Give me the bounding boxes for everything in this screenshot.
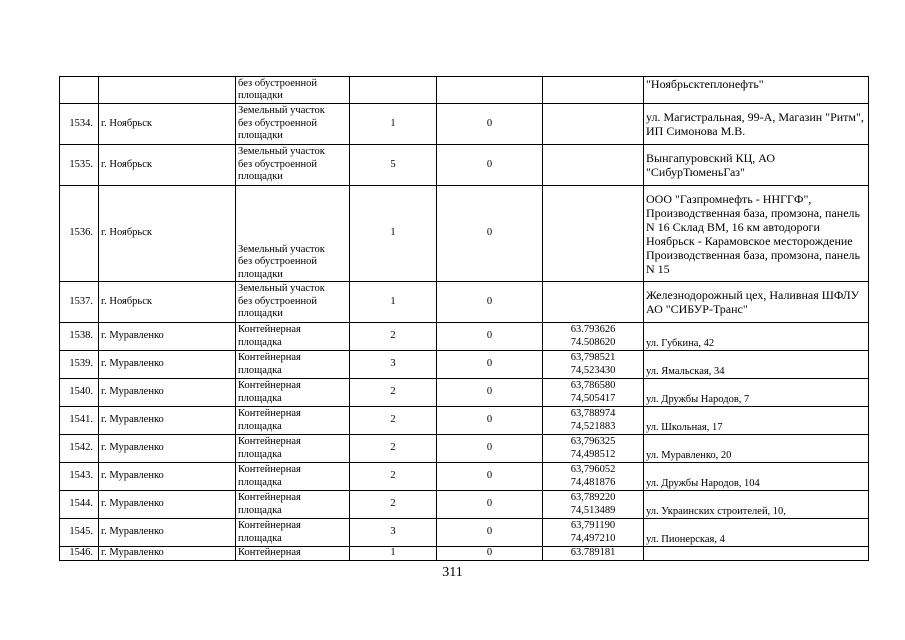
latitude: 63,796325 [570,436,616,447]
row-number: 1544. [60,491,99,519]
container-count-cell: 2 [350,491,437,519]
site-type-cell [236,519,350,547]
city-cell: г. Муравленко [99,547,236,561]
address-cell: Вынгапуровский КЦ, АО "СибурТюменьГаз" [644,145,869,186]
container-count-cell: 1 [350,186,437,282]
table-row [60,282,869,323]
latitude: 63,789220 [570,492,616,503]
site-type-line: площадка [238,392,282,404]
city-cell: г. Муравленко [99,323,236,351]
city-cell [99,77,236,104]
table-row [60,104,869,145]
address-cell [644,547,869,561]
site-type-line: площадка [238,448,282,460]
site-type-cell [236,407,350,435]
site-type-line: Контейнерная [238,520,301,531]
page-number: 311 [442,565,463,580]
container-count-cell: 2 [350,407,437,435]
container-count-cell: 1 [350,547,437,561]
site-type-line: площадка [238,504,282,516]
address-cell: ул. Дружбы Народов, 104 [644,463,869,491]
site-type-cell [236,379,350,407]
row-number: 1543. [60,463,99,491]
container-count-cell: 1 [350,282,437,323]
address-cell: ООО "Газпромнефть - ННГГФ", Производственная база, промзона, панель N 16 Склад ВМ, 16 км автодороги Ноябрьск - Карамовское месторождение Производственная база, промзона, панель N 15 [644,186,869,282]
row-number: 1538. [60,323,99,351]
site-type-cell [236,77,350,104]
city-cell: г. Муравленко [99,379,236,407]
city-cell: г. Муравленко [99,519,236,547]
row-number: 1534. [60,104,99,145]
volume-cell: 0 [437,435,543,463]
site-type-line: площадки [238,308,283,320]
site-type-line: Земельный участок [238,283,325,295]
city-cell: г. Ноябрьск [99,282,236,323]
coordinates-cell [543,282,644,323]
volume-cell: 0 [437,104,543,145]
registry-table [59,76,869,561]
latitude: 63,786580 [570,380,616,391]
coordinates-cell [543,519,644,547]
city-cell: г. Муравленко [99,491,236,519]
row-number: 1539. [60,351,99,379]
table-row [60,323,869,351]
volume-cell: 0 [437,145,543,186]
latitude: 63.789181 [570,547,616,559]
site-type-line: Контейнерная [238,352,301,363]
row-number: 1542. [60,435,99,463]
table-row [60,435,869,463]
site-type-line: Земельный участок [238,146,325,158]
table-row [60,145,869,186]
volume-cell: 0 [437,547,543,561]
city-cell: г. Ноябрьск [99,186,236,282]
container-count-cell: 2 [350,463,437,491]
longitude: 74,513489 [570,504,616,516]
volume-cell: 0 [437,519,543,547]
registry-body [60,77,869,561]
volume-cell [437,77,543,104]
volume-cell: 0 [437,407,543,435]
table-row [60,186,869,282]
table-row [60,519,869,547]
site-type-cell [236,547,350,561]
coordinates-cell [543,351,644,379]
row-number: 1545. [60,519,99,547]
site-type-line: площадка [238,476,282,488]
site-type-cell [236,282,350,323]
coordinates-cell [543,379,644,407]
site-type-line: площадки [238,130,283,142]
address-cell: Железнодорожный цех, Наливная ШФЛУ АО "СИБУР-Транс" [644,282,869,323]
coordinates-cell [543,186,644,282]
container-count-cell: 3 [350,351,437,379]
site-type-line: Контейнерная [238,436,301,447]
address-cell: ул. Пионерская, 4 [644,519,869,547]
table-row [60,407,869,435]
row-number: 1541. [60,407,99,435]
site-type-line: Контейнерная [238,408,301,419]
volume-cell: 0 [437,491,543,519]
site-type-line: без обустроенной [238,256,317,267]
coordinates-cell [543,491,644,519]
volume-cell: 0 [437,351,543,379]
volume-cell: 0 [437,379,543,407]
coordinates-cell [543,407,644,435]
site-type-cell [236,104,350,145]
address-cell: ул. Дружбы Народов, 7 [644,379,869,407]
site-type-line: Контейнерная [238,380,301,391]
site-type-line: площадки [238,171,283,183]
site-type-line: без обустроенной [238,295,317,307]
site-type-line: Земельный участок [238,105,325,117]
site-type-cell [236,186,350,282]
table-row [60,491,869,519]
container-count-cell: 2 [350,435,437,463]
longitude: 74,481876 [570,476,616,488]
latitude: 63,788974 [570,408,616,419]
address-cell: "Ноябрьсктеплонефть" [644,77,869,104]
row-number [60,77,99,104]
longitude: 74,521883 [570,420,616,432]
latitude: 63.793626 [570,324,616,335]
address-cell: ул. Губкина, 42 [644,323,869,351]
longitude: 74,497210 [570,532,616,544]
coordinates-cell [543,463,644,491]
address-cell: ул. Ямальская, 34 [644,351,869,379]
row-number: 1540. [60,379,99,407]
row-number: 1536. [60,186,99,282]
coordinates-cell [543,77,644,104]
site-type-line: без обустроенной [238,117,317,129]
site-type-line: площадка [238,420,282,432]
latitude: 63,791190 [570,520,616,531]
city-cell: г. Ноябрьск [99,145,236,186]
table-row [60,379,869,407]
site-type-cell [236,435,350,463]
coordinates-cell [543,547,644,561]
site-type-line: площадки [238,268,283,280]
container-count-cell: 2 [350,323,437,351]
row-number: 1537. [60,282,99,323]
site-type-line: без обустроенной [238,158,317,170]
site-type-line: площадки [238,90,283,101]
row-number: 1546. [60,547,99,561]
table-row [60,351,869,379]
latitude: 63,798521 [570,352,616,363]
address-cell: ул. Магистральная, 99-А, Магазин "Ритм", ИП Симонова М.В. [644,104,869,145]
city-cell: г. Муравленко [99,351,236,379]
city-cell: г. Муравленко [99,435,236,463]
site-type-line: Контейнерная [238,324,301,335]
site-type-cell [236,145,350,186]
coordinates-cell [543,323,644,351]
city-cell: г. Ноябрьск [99,104,236,145]
latitude: 63,796052 [570,464,616,475]
site-type-line: площадка [238,336,282,348]
container-count-cell: 1 [350,104,437,145]
longitude: 74,523430 [570,364,616,376]
container-count-cell: 5 [350,145,437,186]
coordinates-cell [543,435,644,463]
city-cell: г. Муравленко [99,463,236,491]
longitude: 74.508620 [570,336,616,348]
coordinates-cell [543,104,644,145]
site-type-cell [236,491,350,519]
site-type-cell [236,351,350,379]
site-type-line: Контейнерная [238,547,301,559]
site-type-line: без обустроенной [238,77,317,89]
site-type-line: Контейнерная [238,492,301,503]
site-type-line: Контейнерная [238,464,301,475]
container-count-cell [350,77,437,104]
container-count-cell: 3 [350,519,437,547]
address-cell: ул. Муравленко, 20 [644,435,869,463]
row-number: 1535. [60,145,99,186]
address-cell: ул. Украинских строителей, 10, [644,491,869,519]
volume-cell: 0 [437,282,543,323]
site-type-cell [236,323,350,351]
address-cell: ул. Школьная, 17 [644,407,869,435]
coordinates-cell [543,145,644,186]
table-row [60,77,869,104]
table-row [60,547,869,561]
site-type-line: площадка [238,532,282,544]
site-type-line: площадка [238,364,282,376]
volume-cell: 0 [437,186,543,282]
site-type-cell [236,463,350,491]
site-type-line: Земельный участок [238,243,325,255]
city-cell: г. Муравленко [99,407,236,435]
longitude: 74,498512 [570,448,616,460]
table-row [60,463,869,491]
volume-cell: 0 [437,323,543,351]
volume-cell: 0 [437,463,543,491]
container-count-cell: 2 [350,379,437,407]
longitude: 74,505417 [570,392,616,404]
